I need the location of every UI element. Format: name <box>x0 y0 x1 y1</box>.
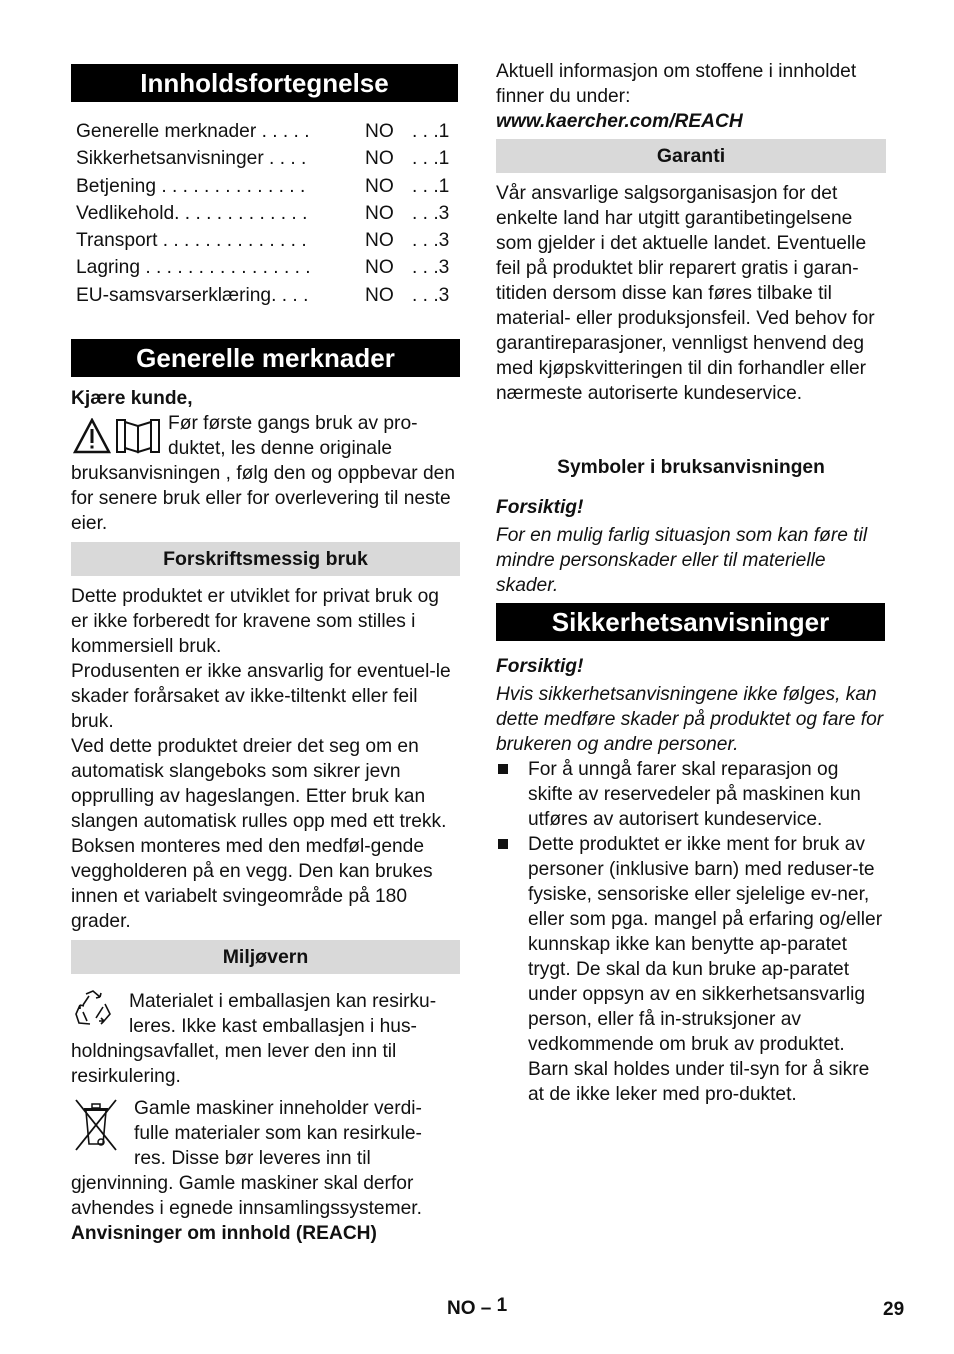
recycle-text: holdningsavfallet, men lever den inn til resirkulering. <box>71 1041 397 1087</box>
weee-text: gjenvinning. Gamle maskiner skal derfor avhendes i egnede innsamlingssystemer. <box>71 1173 422 1219</box>
weee-line-2: fulle materialer som kan resirkule- <box>134 1123 422 1144</box>
bullet-square-icon <box>498 764 508 774</box>
page-number: 29 <box>883 1299 905 1320</box>
greeting: Kjære kunde, <box>71 388 193 409</box>
toc-item-page: . . .1 <box>412 148 450 170</box>
toc-item-page: . . .3 <box>412 230 450 252</box>
reach-heading: Anvisninger om innhold (REACH) <box>71 1223 377 1244</box>
toc-item-page: . . .3 <box>412 257 450 279</box>
general-heading: Generelle merknader <box>71 339 460 377</box>
recycle-icon <box>72 988 114 1030</box>
safety-caution-label: Forsiktig! <box>496 656 584 677</box>
toc-item-title: Transport . . . . . . . . . . . . . . <box>76 230 307 252</box>
toc-item-page: . . .3 <box>412 284 450 306</box>
footer-section <box>447 1295 508 1320</box>
reach-url[interactable]: www.kaercher.com/REACH <box>496 111 743 132</box>
toc-item-lang: NO <box>365 148 394 170</box>
toc-item-lang: NO <box>365 121 394 142</box>
toc-item[interactable] <box>76 118 460 145</box>
warning-triangle-icon <box>73 418 111 454</box>
toc-item-page: . . .3 <box>412 202 450 224</box>
list-item <box>496 832 886 1107</box>
toc-item-title: Generelle merknader . . . . . <box>76 121 310 142</box>
weee-line-1: Gamle maskiner inneholder verdi- <box>134 1098 422 1119</box>
manual-book-icon <box>115 418 161 454</box>
list-item-text: Dette produktet er ikke ment for bruk av personer (inklusive barn) med reduser-te fysiske, sensoriske eller sjelelige ev-ner, eller som pga. mangel på erfaring og/eller kunnskap ikke kan benytte ap-paratet trygt. De skal da kun bruke ap-paratet under oppsyn av en sikkerhetsansvarlig person, eller få in-struksjoner av vedkommende om bruk av produktet. Barn skal holdes under til-syn for å sikre at de ikke leker med pro-duktet. <box>528 834 883 1105</box>
intro-line-2: duktet, les denne originale <box>168 438 393 459</box>
toc-item-page: . . .1 <box>412 175 450 197</box>
toc-item[interactable] <box>76 145 460 172</box>
symbols-heading: Symboler i bruksanvisningen <box>557 457 825 478</box>
environment-heading: Miljøvern <box>71 940 460 974</box>
intended-use-para-3: Ved dette produktet dreier det seg om en automatisk slangeboks som sikrer jevn opprulling av hageslangen. Etter bruk kan slangen automatisk rulles opp med ett trekk. Boksen monteres med den medføl-gende veggholderen på en vegg. Den kan brukes innen et variabelt svingeområde på 180 grader. <box>71 736 447 932</box>
crossed-bin-icon <box>74 1098 118 1152</box>
toc-item-title: Lagring . . . . . . . . . . . . . . . . <box>76 257 311 279</box>
intended-use-para-1: Dette produktet er utviklet for privat bruk og er ikke forberedt for kravene som stilles i kommersiell bruk. <box>71 586 439 657</box>
list-item-text: For å unngå farer skal reparasjon og skifte av reservedeler på maskinen kun utføres av autorisert kundeservice. <box>528 759 861 830</box>
recycle-line-1: Materialet i emballasjen kan resirku- <box>129 991 437 1012</box>
toc-item-lang: NO <box>365 284 394 306</box>
footer-lang: NO <box>447 1298 476 1319</box>
intro-line-1: Før første gangs bruk av pro- <box>168 413 418 434</box>
warranty-heading: Garanti <box>496 139 886 173</box>
toc-item-title: EU-samsvarserklæring. . . . <box>76 284 309 306</box>
toc-item-title: Vedlikehold. . . . . . . . . . . . . <box>76 202 308 224</box>
intended-use-para-2: Produsenten er ikke ansvarlig for eventuel-le skader forårsaket av ikke-tiltenkt eller feil bruk. <box>71 661 451 732</box>
recycle-line-2: leres. Ikke kast emballasjen i hus- <box>129 1016 417 1037</box>
symbols-caution-label: Forsiktig! <box>496 497 584 518</box>
toc-item[interactable] <box>76 173 460 200</box>
table-of-contents <box>76 118 460 309</box>
toc-heading: Innholdsfortegnelse <box>71 64 458 102</box>
toc-item[interactable] <box>76 282 460 309</box>
toc-item-lang: NO <box>365 230 394 252</box>
safety-caution-text: Hvis sikkerhetsanvisningene ikke følges, kan dette medføre skader på produktet og fare for brukeren og andre personer. <box>496 684 884 755</box>
list-item <box>496 757 886 832</box>
bullet-square-icon <box>498 839 508 849</box>
warranty-text: Vår ansvarlige salgsorganisasjon for det enkelte land har utgitt garantibetingelsene som gjelder i det aktuelle landet. Eventuelle feil på produktet blir reparert gratis i garan-titiden dersom disse kan føres tilbake til material- eller produksjonsfeil. Ved behov for garantireparasjoner, vennligst henvend deg med kjøpskvitteringen til din forhandler eller nærmeste autoriserte kundeservice. <box>496 183 875 404</box>
safety-bullet-list <box>496 757 886 1107</box>
symbols-caution-text: For en mulig farlig situasjon som kan føre til mindre personskader eller til materielle skader. <box>496 525 868 596</box>
footer-dash: – <box>480 1298 492 1319</box>
toc-item-page: . . .1 <box>412 121 450 142</box>
weee-line-3: res. Disse bør leveres inn til <box>134 1148 371 1169</box>
safety-heading: Sikkerhetsanvisninger <box>496 603 885 641</box>
toc-item[interactable] <box>76 227 460 254</box>
reach-text: Aktuell informasjon om stoffene i innholdet finner du under: <box>496 61 857 107</box>
intended-use-heading: Forskriftsmessig bruk <box>71 542 460 576</box>
toc-item-title: Betjening . . . . . . . . . . . . . . <box>76 175 306 197</box>
toc-item-title: Sikkerhetsanvisninger . . . . <box>76 148 307 170</box>
intro-text: bruksanvisningen , følg den og oppbevar den for senere bruk eller for overlevering til neste eier. <box>71 463 456 534</box>
footer-section-page: 1 <box>496 1295 508 1316</box>
toc-item-lang: NO <box>365 202 394 224</box>
toc-item-lang: NO <box>365 257 394 279</box>
toc-item[interactable] <box>76 200 460 227</box>
toc-item-lang: NO <box>365 175 394 197</box>
toc-item[interactable] <box>76 254 460 281</box>
